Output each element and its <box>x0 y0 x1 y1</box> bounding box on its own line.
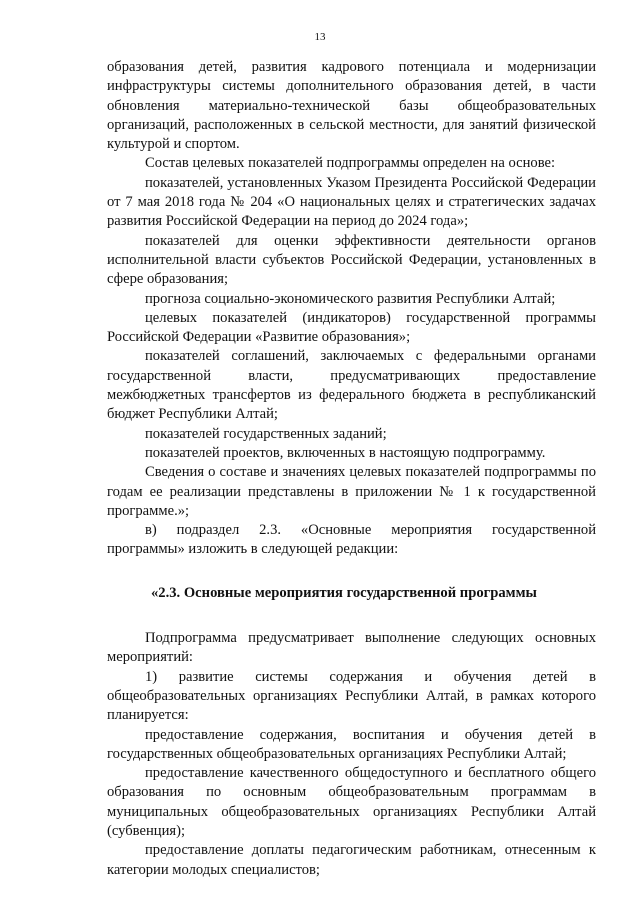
paragraph: предоставление содержания, воспитания и обучения детей в государственных общеобразовательных организациях Республики Алтай; <box>107 726 596 762</box>
paragraph: показателей соглашений, заключаемых с федеральными органами государственной власти, предусматривающих предоставление межбюджетных трансфертов из федерального бюджета в республиканский бюджет Республики Алтай; <box>107 348 596 423</box>
paragraph: в) подраздел 2.3. «Основные мероприятия государственной программы» изложить в следующей редакции: <box>107 522 596 558</box>
paragraph: 1) развитие системы содержания и обучения детей в общеобразовательных организациях Республики Алтай, в рамках которого планируется: <box>107 668 596 724</box>
paragraph: предоставление доплаты педагогическим работникам, отнесенным к категории молодых специалистов; <box>107 842 596 878</box>
paragraph: целевых показателей (индикаторов) государственной программы Российской Федерации «Развитие образования»; <box>107 309 596 346</box>
paragraph: показателей государственных заданий; <box>145 425 387 442</box>
paragraph: Состав целевых показателей подпрограммы определен на основе: <box>145 155 556 172</box>
page-number: 13 <box>314 31 326 43</box>
paragraph: предоставление качественного общедоступного и бесплатного общего образования по основным общеобразовательным программам в муниципальных общеобразовательных организациях Республики Алтай (субвенция); <box>107 765 596 839</box>
paragraph: образования детей, развития кадрового потенциала и модернизации инфраструктуры системы дополнительного образования детей, в части обновления материально-технической базы общеобразовательных организаций, расположенных в сельской местности, для занятий физической культурой и спортом. <box>107 59 596 153</box>
paragraph: показателей, установленных Указом Президента Российской Федерации от 7 мая 2018 года № 204 «О национальных целях и стратегических задачах развития Российской Федерации на период до 2024 года»; <box>107 174 596 230</box>
paragraph: показателей для оценки эффективности деятельности органов исполнительной власти субъектов Российской Федерации, установленных в сфере образования; <box>107 232 596 288</box>
paragraph: показателей проектов, включенных в настоящую подпрограмму. <box>145 444 546 461</box>
paragraph: Сведения о составе и значениях целевых показателей подпрограммы по годам ее реализации представлены в приложении № 1 к государственной программе.»; <box>107 464 596 519</box>
paragraph: Подпрограмма предусматривает выполнение следующих основных мероприятий: <box>107 630 596 666</box>
paragraph: прогноза социально-экономического развития Республики Алтай; <box>145 290 556 307</box>
document-body <box>107 58 596 880</box>
section-heading: «2.3. Основные мероприятия государственной программы <box>151 584 537 601</box>
